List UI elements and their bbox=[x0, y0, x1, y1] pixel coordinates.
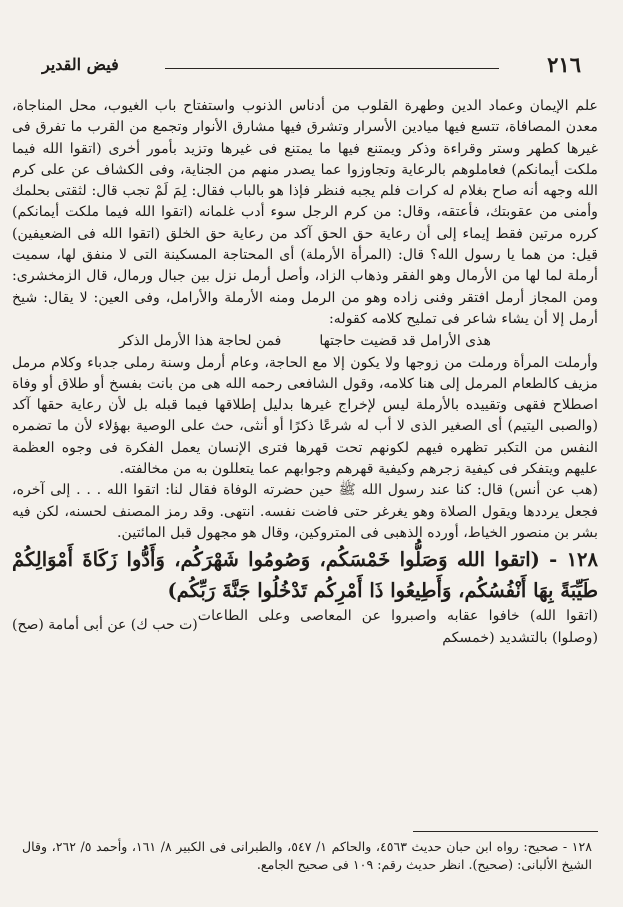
running-title: فيض القدير bbox=[42, 55, 119, 74]
verse-second-hemistich: فمن لحاجة هذا الأرمل الذكر bbox=[119, 333, 282, 350]
page-header bbox=[40, 52, 583, 82]
commentary-paragraph: (اتقوا الله) خافوا عقابه واصبروا عن المعاصى وعلى الطاعات (وصلوا) بالتشديد (خمسكم bbox=[197, 608, 598, 646]
verse bbox=[12, 331, 598, 352]
page-number: ٢١٦ bbox=[547, 52, 581, 77]
commentary-paragraph: علم الإيمان وعماد الدين وطهرة القلوب من أدناس الذنوب واستفتاح باب الغيوب، محل المناجاة، معدن المصافاة، تتسع فيها ميادين الأسرار وتشرق فيها مشارق الأنوار وتجمع من القرب ما تفرق فى غيرها كطهر وستر وقراءة وذكر ويمتنع فيها ما يمتنع فى غيرها وتزيد بأمور أخرى (اتقوا الله فيما ملكت أيمانكم) فعاملوهم بالرعاية وتجاوزوا عما يصدر منهم من الجناية، وفى الكشاف عن على كرم الله وجهه أنه صاح بغلام له كرات فلم يجبه فنظر فإذا هو بالباب فقال: لِمَ لَمْ تجب قال: لثقتى بحلمك وأمنى من عقوبتك، فأعتقه، وقال: من كرم الرجل سوء أدب غلمانه (اتقوا الله فيما ملكت أيمانكم) كرره مرتين فقط إيماء إلى أن رعاية حق الحق آكد من رعاية حق الخلق (اتقوا الله فى الضعيفين) قيل: من هما يا رسول الله؟ قال: (المرأة الأرملة) أى المحتاجة المسكينة التى لا منفق لها، سميت أرملة لما لها من الأرمال وهو الفقر وذهاب الزاد، وأصل أرمل نزل بين جبال ورمال، قال الزمخشرى: ومن المجاز أرمل افتقر وفنى زاده وهو من الرمل ومنه الأرملة والأرامل، وفى العين: لا يقال: شيخ أرمل إلا أن يشاء شاعر فى تمليح كلامه كقوله: bbox=[12, 98, 598, 327]
footnote: ١٢٨ - صحيح: رواه ابن حبان حديث ٤٥٦٣، والحاكم ١/ ٥٤٧، والطبرانى فى الكبير ٨/ ١٦١، وأحمد ٥/ ٢٦٢، وقال الشيخ الألبانى: (صحيح). انظر حديث رقم: ١٠٩ فى صحيح الجامع. bbox=[22, 839, 592, 872]
commentary-paragraph: وأرملت المرأة ورملت من زوجها ولا يكون إلا مع الحاجة، وعام أرمل وسنة رملى جدباء وكلام مرمل مزيف كالطعام المرمل إلى هنا كلامه، وقول الشافعى رحمه الله هى من بانت بفسخ أو طلاق أو وفاة اصطلاح فقهى وتقييده بالأرملة ليس لإخراج غيرها بدليل إطلاقها فيما قبله بل لأن رعاية حقها آكد (والصبى اليتيم) أى الصغير الذى لا أب له شرعًا ذكرًا أو أنثى، حث على الوصية بهؤلاء لأن ما تضمره النفس من التكبر تظهره فيهم لكونهم تحت قهرها فترى الإنسان يعمل الفكرة فى وجوه العظمة عليهم ويتفكر فى كيفية زجرهم وكيفية قهرهم وجوابهم عما يتعللون به من مخالفته. bbox=[12, 354, 598, 478]
hadith-source: (ت حب ك) عن أبى أمامة (صح) bbox=[12, 617, 198, 634]
narration-paragraph: (هب عن أنس) قال: كنا عند رسول الله ﷺ حين حضرته الوفاة فقال لنا: اتقوا الله . . . إلى آخره، فجعل يرددها ويقول الصلاة وهو يغرغر حتى فاضت نفسه. انتهى. وقد رمز المصنف لحسنه، لكن فيه بشر بن منصور الخياط، أورده الذهبى فى المتروكين، وقال هو مجهول قبل المائتين. bbox=[12, 482, 598, 541]
header-rule bbox=[165, 68, 499, 69]
footnote-rule bbox=[413, 831, 598, 832]
verse-first-hemistich: هذى الأرامل قد قضيت حاجتها bbox=[319, 333, 491, 350]
hadith-text: ١٢٨ - (اتقوا الله وَصَلُّوا خَمْسَكُم، وَصُومُوا شَهْرَكُم، وَأَدُّوا زَكَاةَ أَمْوَالِكُمْ طَيِّبَةً بِهَا أَنْفُسُكُم، وَأَطِيعُوا ذَا أَمْرِكُم تَدْخُلُوا جَنَّةَ رَبِّكُم) bbox=[12, 548, 598, 603]
main-text bbox=[12, 96, 598, 649]
